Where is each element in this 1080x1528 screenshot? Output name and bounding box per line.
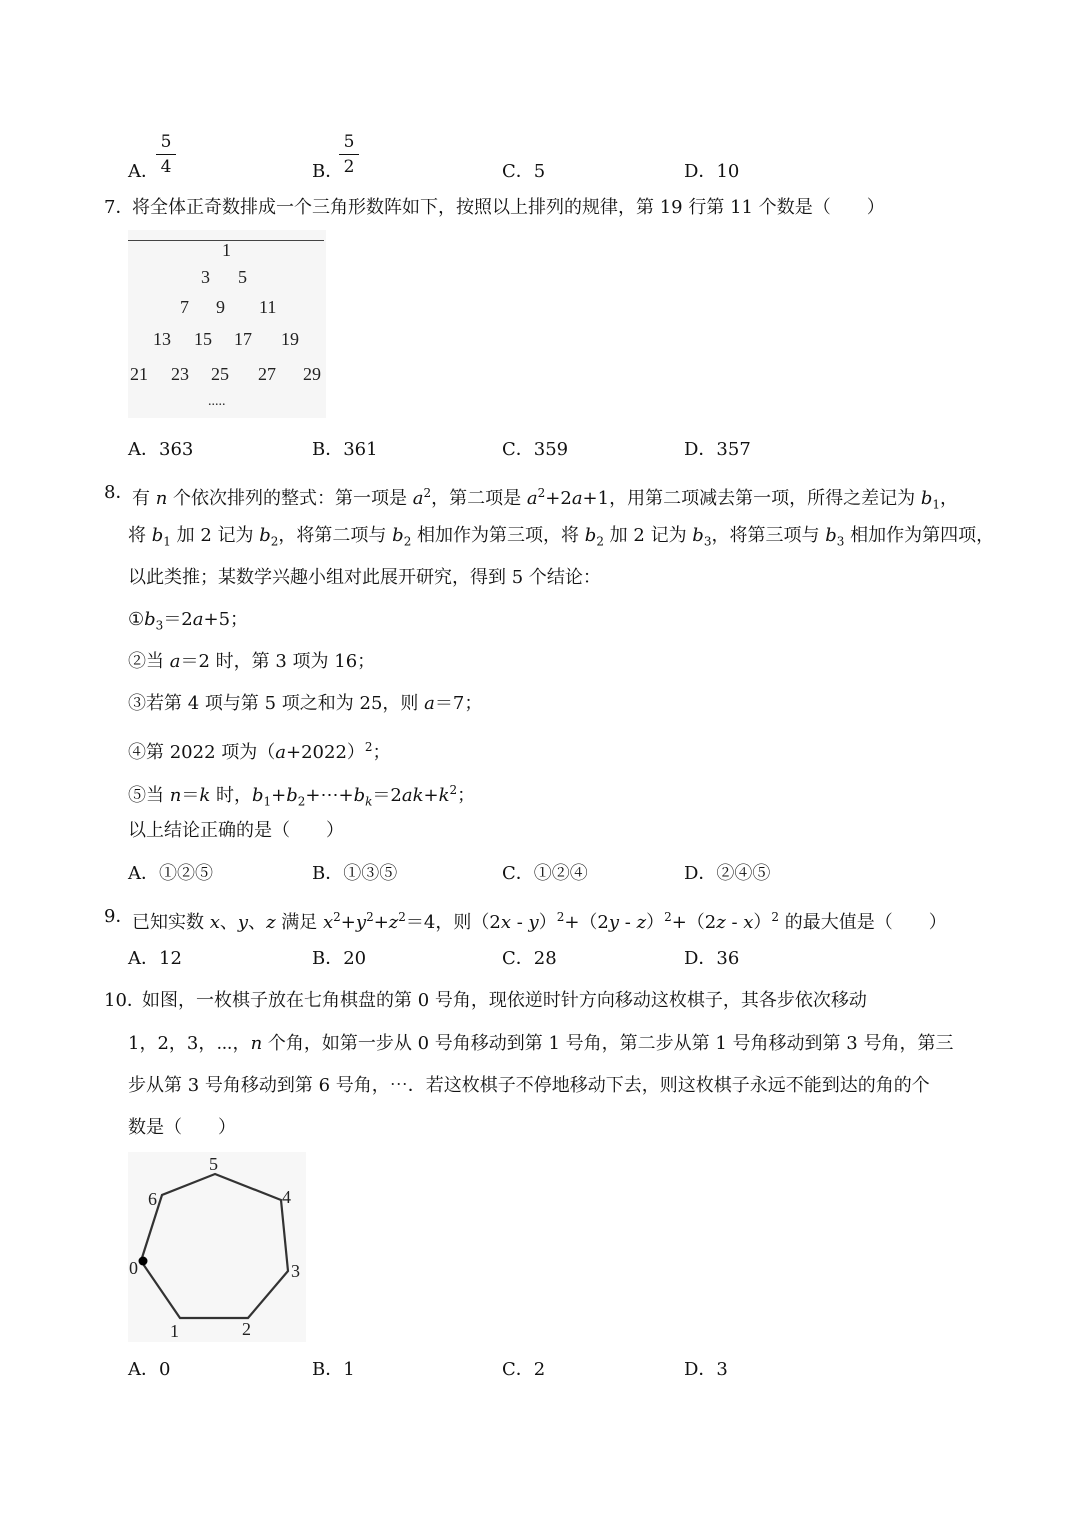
vertex-label: 4: [282, 1187, 291, 1207]
divider: [128, 240, 324, 241]
q8-conclusion-1: $①b_3=2a+5$；: [128, 609, 249, 633]
q10-option-d: D．3: [684, 1359, 728, 1380]
fraction-bar: [156, 154, 176, 155]
option-value: 5: [533, 161, 546, 182]
q6-option-a-letter: A．: [128, 161, 159, 182]
triangle-cell: 1: [222, 240, 231, 260]
vertex-label: 6: [148, 1189, 157, 1209]
q9-number: 9．: [104, 906, 134, 927]
q9-option-d: D．36: [684, 948, 740, 969]
chess-piece: [139, 1257, 148, 1266]
fraction-bar: [339, 154, 359, 155]
q10-number: 10．: [104, 990, 145, 1011]
vertex-label: 2: [242, 1319, 251, 1339]
q10-option-c: C．2: [502, 1359, 546, 1380]
q9-option-b: B．20: [312, 948, 367, 969]
option-value: 10: [716, 161, 740, 182]
triangle-cell: 3: [201, 267, 210, 287]
triangle-cell: 5: [238, 267, 247, 287]
triangle-cell: 13: [153, 329, 171, 349]
q8-stem-line-3: 以此类推；某数学兴趣小组对此展开研究，得到 5 个结论：: [128, 567, 601, 588]
triangle-cell: 27: [258, 364, 276, 384]
q7-stem: 将全体正奇数排成一个三角形数阵如下，按照以上排列的规律，第 19 行第 11 个数是（ ）: [132, 197, 885, 218]
q7-option-b: B．361: [312, 439, 378, 460]
q7-option-a: A．363: [128, 439, 194, 460]
q8-option-a: A．①②⑤: [128, 863, 213, 884]
q7-option-c: C．359: [502, 439, 569, 460]
q7-number: 7．: [104, 197, 134, 218]
q9-option-a: A．12: [128, 948, 182, 969]
triangle-cell: 21: [130, 364, 148, 384]
vertex-label: 1: [170, 1321, 179, 1341]
odd-number-triangle: [128, 230, 326, 418]
fraction-numerator: 5: [160, 132, 172, 152]
q10-option-a: A．0: [128, 1359, 171, 1380]
fraction-denominator: 4: [160, 157, 172, 177]
q10-stem-line-3: 步从第 3 号角移动到第 6 号角，⋯．若这枚棋子不停地移动下去，则这枚棋子永远不能到达的角的个: [128, 1075, 930, 1096]
fraction-numerator: 5: [343, 132, 355, 152]
q8-conclusion-2: ②当 a＝2 时，第 3 项为 16；: [128, 651, 376, 672]
vertex-label: 0: [129, 1258, 138, 1278]
q10-option-b: B．1: [312, 1359, 355, 1380]
q8-option-d: D．②④⑤: [684, 863, 771, 884]
triangle-cell: 9: [216, 297, 225, 317]
heptagon-board-diagram: [120, 1150, 310, 1345]
q6-option-b-fraction: [339, 132, 359, 177]
triangle-cell: 11: [259, 297, 277, 317]
option-letter: C．: [502, 161, 534, 182]
q8-stem-line-1: 有 n 个依次排列的整式：第一项是 $a^2$，第二项是 $a^2+2a+1$，用第二项减去第一项，所得之差记为 $b_1$，: [132, 486, 958, 512]
vertex-label: 3: [291, 1261, 300, 1281]
q8-number: 8．: [104, 482, 134, 503]
triangle-ellipsis: .....: [208, 394, 226, 409]
triangle-cell: 19: [281, 329, 299, 349]
q6-option-d: [684, 160, 739, 184]
vertex-label: 5: [209, 1154, 218, 1174]
triangle-cell: 29: [303, 364, 321, 384]
q7-option-d: D．357: [684, 439, 751, 460]
q9-option-c: C．28: [502, 948, 557, 969]
q8-option-c: C．①②④: [502, 863, 588, 884]
q6-option-a-fraction: [156, 132, 176, 177]
q6-option-c: [502, 160, 545, 184]
q8-closing: 以上结论正确的是（ ）: [128, 820, 344, 841]
q10-stem-line-2: 1，2，3，⋯，n 个角，如第一步从 0 号角移动到第 1 号角，第二步从第 1 号角移动到第 3 号角，第三: [128, 1033, 954, 1054]
triangle-cell: 15: [194, 329, 212, 349]
q10-stem-line-4: 数是（ ）: [128, 1117, 236, 1138]
q8-stem-line-2: 将 $b_1$ 加 2 记为 $b_2$，将第二项与 $b_2$ 相加作为第三项，将 $b_2$ 加 2 记为 $b_3$，将第三项与 $b_3$ 相加作为第四项，: [128, 525, 995, 549]
triangle-cell: 25: [211, 364, 229, 384]
q10-stem-line-1: 如图，一枚棋子放在七角棋盘的第 0 号角，现依逆时针方向移动这枚棋子，其各步依次移动: [142, 990, 867, 1011]
q8-conclusion-3: ③若第 4 项与第 5 项之和为 25，则 a＝7；: [128, 693, 483, 714]
fraction-denominator: 2: [343, 157, 355, 177]
diagram-background: [128, 1152, 306, 1342]
option-letter: D．: [684, 161, 717, 182]
triangle-cell: 17: [234, 329, 252, 349]
q8-option-b: B．①③⑤: [312, 863, 398, 884]
q8-conclusion-4: ④第 2022 项为$(a+2022)^2$；: [128, 740, 391, 763]
triangle-cell: 23: [171, 364, 189, 384]
triangle-cell: 7: [180, 297, 189, 317]
q6-option-b-letter: B．: [312, 161, 344, 182]
q9-stem: 已知实数 x、y、z 满足 $x^2+y^2+z^2=4$，则（2x - y）$^2$+（2y - z）$^2$+（2z - x）$^2$ 的最大值是（ ）: [132, 910, 947, 933]
q8-conclusion-5: ⑤当 n＝k 时，$b_1+b_2+\cdots+b_k=2ak+k^2$；: [128, 783, 476, 809]
